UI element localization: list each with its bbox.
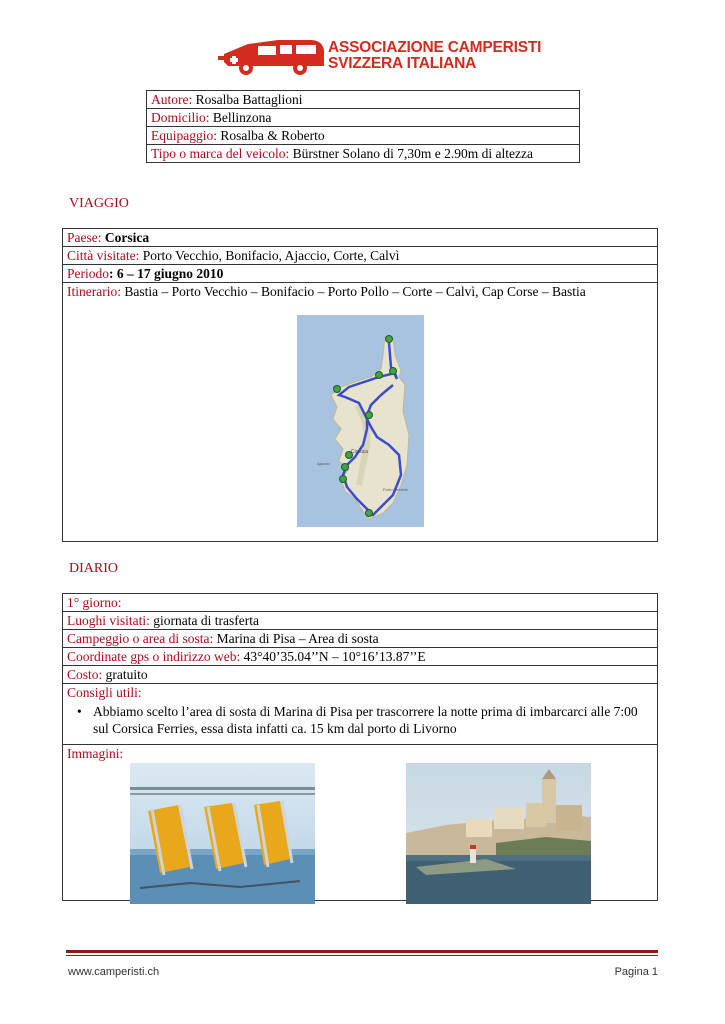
diario-table [62, 593, 658, 901]
camper-icon [218, 36, 328, 78]
consigli-label: Consigli utili: [67, 685, 142, 700]
map-label-corsica: Corsica [351, 449, 368, 455]
footer-website: www.camperisti.ch [68, 966, 160, 978]
costo-row [63, 666, 658, 684]
consigli-bullet-item [67, 703, 653, 737]
corsica-route-map [297, 315, 424, 527]
autore-value: Rosalba Battaglioni [192, 92, 303, 107]
veicolo-value: Bürstner Solano di 7,30m e 2.90m di altezza [289, 146, 533, 161]
domicilio-row [147, 109, 580, 127]
footer-page-number: Pagina 1 [614, 966, 658, 978]
autore-label: Autore: [151, 92, 193, 107]
footer-rule-thick [66, 950, 658, 953]
paese-label: Paese: [67, 230, 102, 245]
association-logo [218, 36, 542, 78]
citta-row [63, 247, 658, 265]
viaggio-table [62, 228, 658, 542]
consigli-text: Abbiamo scelto l’area di sosta di Marina di Pisa per trascorrere la notte prima di imbarcarci alle 7:00 sul Corsica Ferries, essa dista infatti ca. 15 km dal porto di Livorno [93, 704, 638, 736]
campeggio-value: Marina di Pisa – Area di sosta [213, 631, 379, 646]
coordinate-value: 43°40’35.04’’N – 10°16’13.87’’E [240, 649, 426, 664]
citta-label: Città visitate: [67, 248, 140, 263]
campeggio-row [63, 630, 658, 648]
veicolo-label: Tipo o marca del veicolo: [151, 146, 290, 161]
citta-value: Porto Vecchio, Bonifacio, Ajaccio, Corte, Calvì [139, 248, 400, 263]
periodo-value: : 6 – 17 giugno 2010 [109, 266, 224, 281]
giorno-label: 1° giorno: [67, 595, 122, 610]
costo-label: Costo: [67, 667, 103, 682]
itinerario-row [63, 283, 658, 542]
map-label-ajaccio: Ajaccio [317, 461, 330, 466]
veicolo-row [147, 145, 580, 163]
itinerario-label: Itinerario: [67, 284, 121, 299]
autore-row [147, 91, 580, 109]
periodo-label: Periodo [67, 266, 109, 281]
logo-text [328, 40, 541, 72]
logo-line-2: SVIZZERA ITALIANA [328, 55, 477, 72]
periodo-row [63, 265, 658, 283]
luoghi-row [63, 612, 658, 630]
immagini-label: Immagini: [67, 746, 124, 761]
immagini-row [63, 745, 658, 901]
luoghi-value: giornata di trasferta [149, 613, 259, 628]
equipaggio-label: Equipaggio: [151, 128, 217, 143]
equipaggio-value: Rosalba & Roberto [217, 128, 325, 143]
author-table [146, 90, 580, 163]
diario-heading: DIARIO [69, 561, 118, 576]
paese-row [63, 229, 658, 247]
bullet-icon: • [77, 704, 82, 719]
itinerario-value: Bastia – Porto Vecchio – Bonifacio – Porto Pollo – Corte – Calvì, Cap Corse – Bastia [120, 284, 586, 299]
coordinate-label: Coordinate gps o indirizzo web: [67, 649, 241, 664]
viaggio-heading: VIAGGIO [69, 196, 129, 211]
consigli-row [63, 684, 658, 745]
footer-rule-thin [66, 955, 658, 956]
equipaggio-row [147, 127, 580, 145]
domicilio-label: Domicilio: [151, 110, 210, 125]
domicilio-value: Bellinzona [209, 110, 272, 125]
giorno-row [63, 594, 658, 612]
photo-deckchairs [130, 763, 315, 904]
costo-value: gratuito [102, 667, 148, 682]
paese-value: Corsica [101, 230, 150, 245]
coordinate-row [63, 648, 658, 666]
campeggio-label: Campeggio o area di sosta: [67, 631, 214, 646]
logo-line-1: ASSOCIAZIONE CAMPERISTI [328, 39, 542, 56]
photo-bastia-harbor [406, 763, 591, 904]
luoghi-label: Luoghi visitati: [67, 613, 150, 628]
map-label-porto-vecchio: Porto Vecchio [383, 487, 408, 492]
